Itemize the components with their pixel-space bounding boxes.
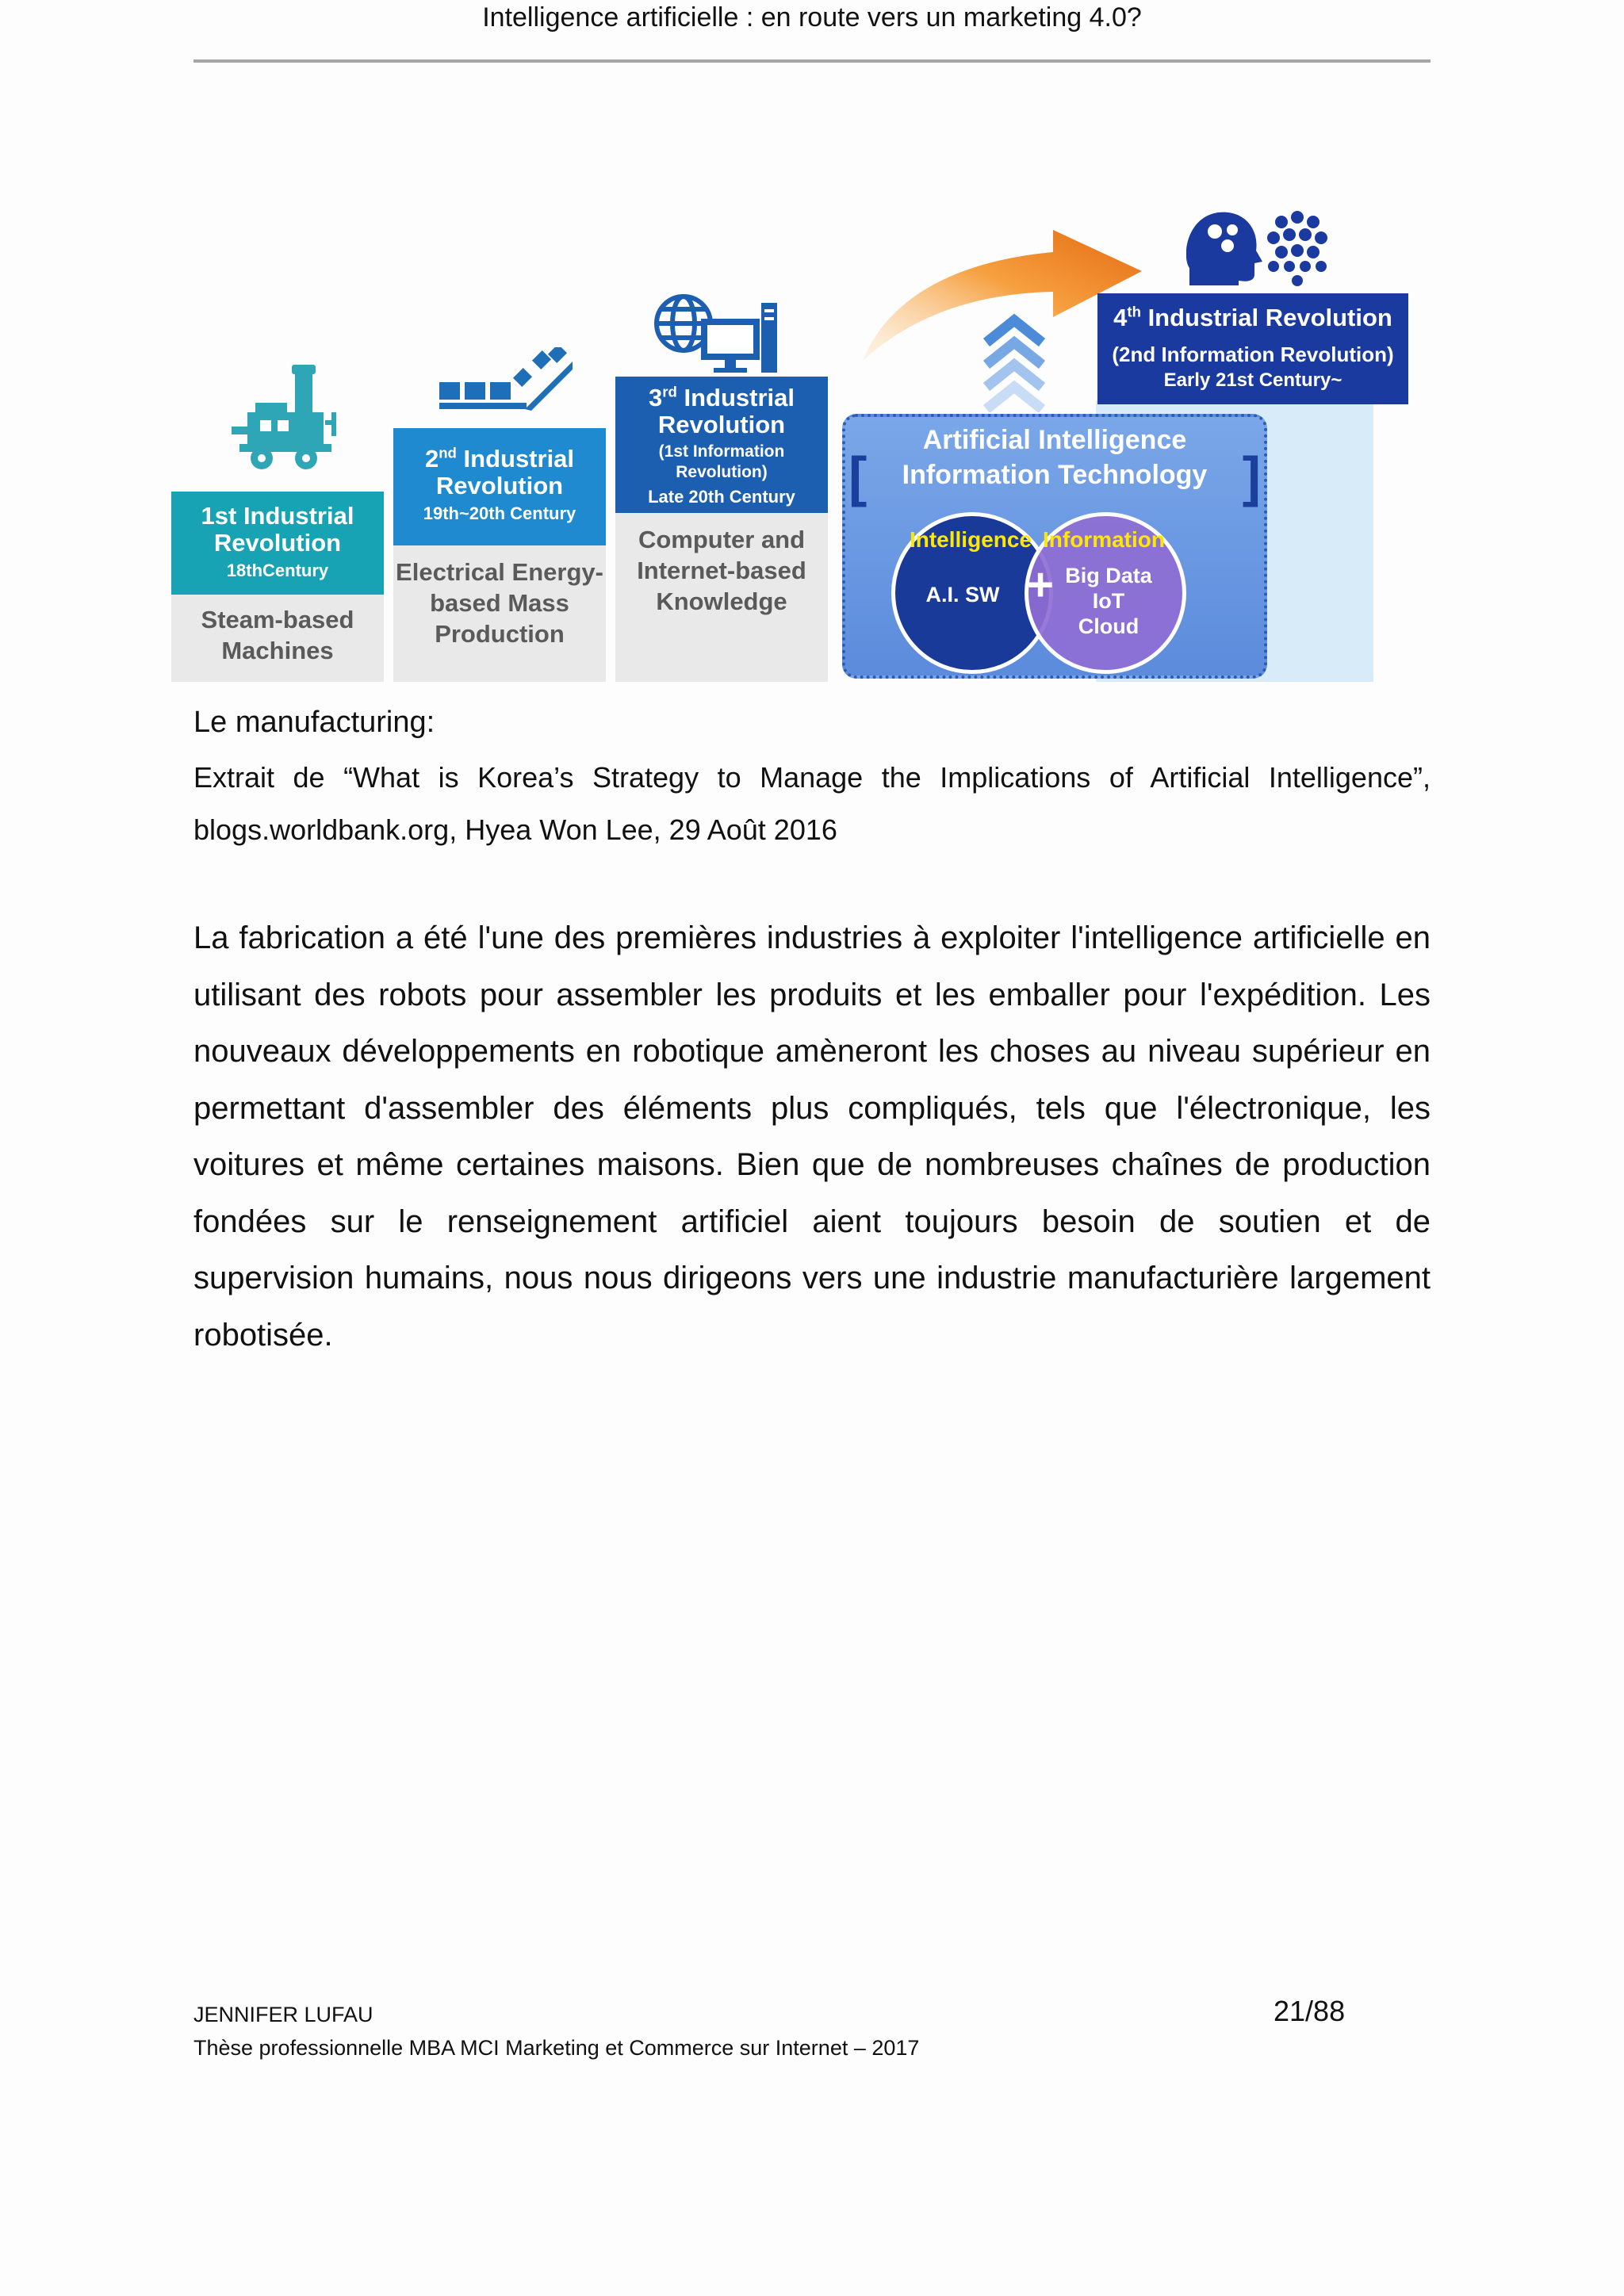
- stage-3-title: 3rd Industrial Revolution: [649, 383, 795, 438]
- stage-4-period: Early 21st Century~: [1163, 369, 1342, 391]
- stage-2-title: 2nd Industrial Revolution: [424, 444, 575, 499]
- industrial-revolution-infographic: [171, 206, 1394, 682]
- stage-3-header: [615, 377, 828, 513]
- stage-3-period: Late 20th Century: [648, 487, 795, 507]
- header-divider: [193, 59, 1431, 63]
- stage-2: [393, 428, 606, 682]
- stage-1-period: 18thCentury: [226, 561, 329, 580]
- intelligence-label: Intelligence: [909, 527, 1032, 552]
- stage-3-description: Computer and Internet-based Knowledge: [637, 526, 806, 615]
- conveyor-belt-icon: [439, 347, 574, 423]
- body-paragraph: La fabrication a été l'une des premières industries à exploiter l'intelligence artificielle en utilisant des robots pour assembler les produits et les emballer pour l'expédition. Les nouveaux développements en robotique amèneront les choses au niveau supérieur en permettant d'assembler des éléments plus compliqués, tels que l'électronique, les voitures et même certaines maisons. Bien que de nombreuses chaînes de production fondées sur le renseignement artificiel aient toujours besoin de soutien et de supervision humains, nous nous dirigeons vers une industrie manufacturière largement robotisée.: [193, 920, 1431, 1353]
- information-body-2: IoT: [1092, 589, 1125, 613]
- ai-panel-line-2: Information Technology: [902, 460, 1208, 490]
- left-bracket: [: [848, 446, 868, 507]
- information-body-3: Cloud: [1078, 614, 1139, 638]
- page-number: 21/88: [1274, 1995, 1346, 2027]
- ai-panel-line-1: Artificial Intelligence: [922, 425, 1187, 455]
- stage-1-description: Steam-based Machines: [201, 606, 354, 664]
- ai-brain-icon: [1186, 206, 1329, 289]
- figure-source-line-2: blogs.worldbank.org, Hyea Won Lee, 29 Août 2016: [193, 813, 837, 846]
- figure-caption-label: Le manufacturing:: [193, 706, 435, 739]
- intelligence-body: A.I. SW: [925, 583, 1000, 607]
- footer-author: JENNIFER LUFAU: [193, 2003, 373, 2026]
- page-header: Intelligence artificielle : en route vers un marketing 4.0?: [482, 2, 1142, 33]
- information-label: Information: [1043, 527, 1165, 552]
- stage-4-header: [1097, 293, 1408, 404]
- stage-2-header: [393, 428, 606, 545]
- stage-2-description: Electrical Energy-based Mass Production: [396, 558, 603, 648]
- stage-4-subtitle: (2nd Information Revolution): [1112, 342, 1394, 366]
- stage-3-subtitle: (1st Information Revolution): [658, 442, 785, 481]
- information-body-1: Big Data: [1065, 564, 1152, 587]
- stage-1-header: [171, 492, 384, 595]
- stage-1-title: 1st Industrial Revolution: [201, 502, 354, 557]
- stage-1: [171, 492, 384, 682]
- stage-3: [615, 377, 828, 682]
- plus-icon: +: [1027, 559, 1054, 610]
- figure-source-line-1: Extrait de “What is Korea’s Strategy to Manage the Implications of Artificial Intelligence”,: [193, 761, 1431, 794]
- ai-it-panel: [842, 414, 1267, 679]
- steam-engine-icon: [232, 365, 343, 484]
- footer-thesis-title: Thèse professionnelle MBA MCI Marketing et Commerce sur Internet – 2017: [193, 2036, 920, 2060]
- stage-4-title: 4th Industrial Revolution: [1113, 303, 1392, 331]
- computer-globe-icon: [652, 292, 779, 374]
- stage-2-period: 19th~20th Century: [423, 503, 576, 523]
- right-bracket: ]: [1242, 446, 1261, 507]
- chevrons-up-icon: [980, 309, 1048, 412]
